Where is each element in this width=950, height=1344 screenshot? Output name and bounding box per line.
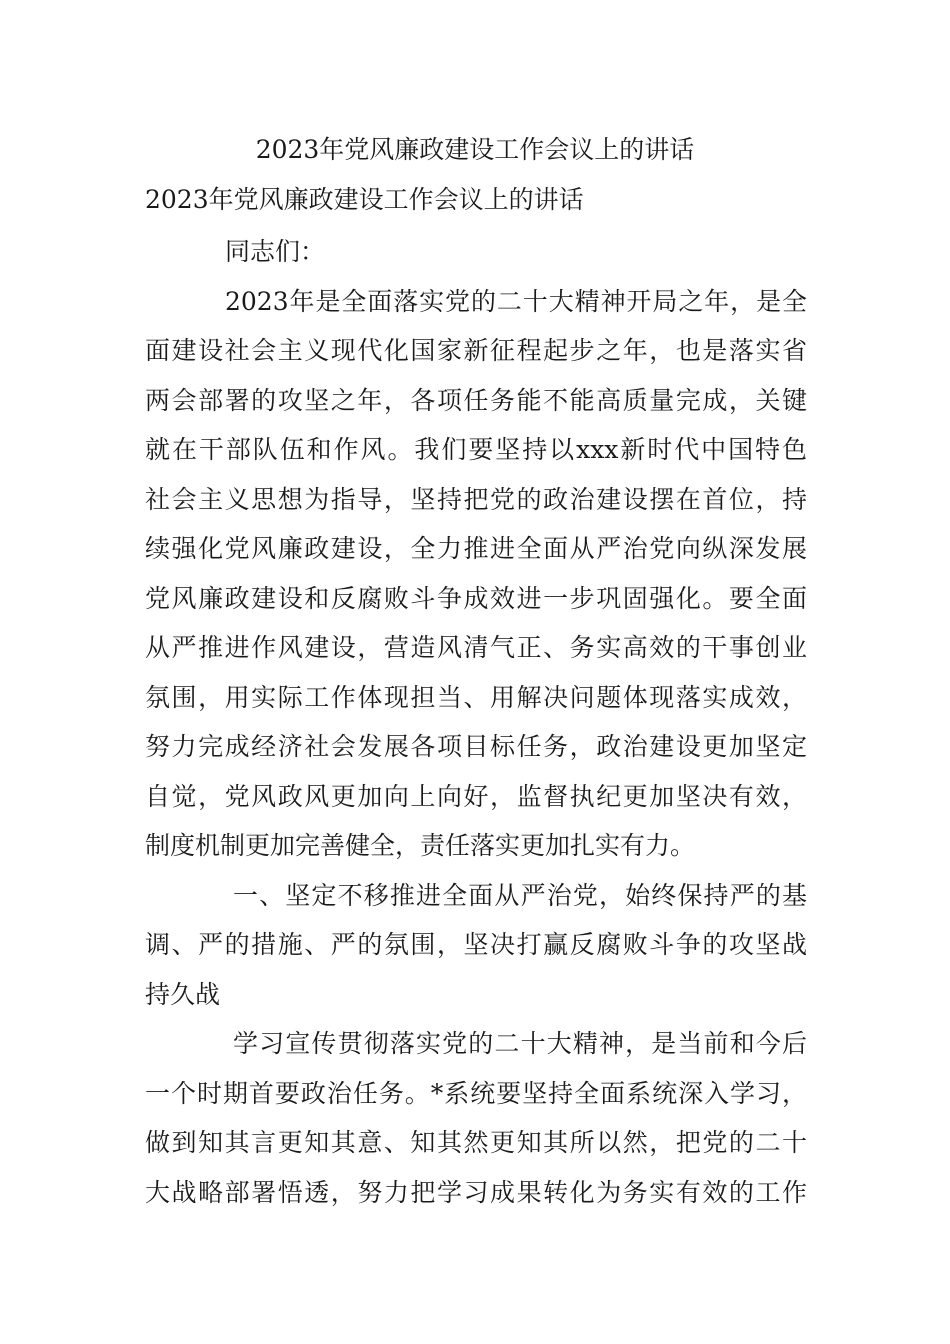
paragraph-line: 续强化党风廉政建设，全力推进全面从严治党向纵深发展 (145, 534, 807, 563)
paragraph-line: 自觉，党风政风更加向上向好，监督执纪更加坚决有效， (145, 781, 807, 811)
paragraph-line: 学习宣传贯彻落实党的二十大精神，是当前和今后 (233, 1029, 807, 1058)
paragraph-line: 面建设社会主义现代化国家新征程起步之年，也是落实省 (145, 336, 807, 365)
salutation: 同志们： (225, 237, 326, 266)
paragraph-1 (145, 277, 807, 871)
paragraph-line: 氛围，用实际工作体现担当、用解决问题体现落实成效， (145, 682, 807, 712)
section-heading-1 (145, 871, 807, 1020)
paragraph-line: 努力完成经济社会发展各项目标任务，政治建设更加坚定 (145, 732, 807, 761)
paragraph-line: 从严推进作风建设，营造风清气正、务实高效的干事创业 (145, 633, 807, 662)
paragraph-line: 一个时期首要政治任务。*系统要坚持全面系统深入学习， (145, 1078, 807, 1108)
paragraph-line: 2023年是全面落实党的二十大精神开局之年，是全 (225, 286, 807, 316)
document-title: 2023年党风廉政建设工作会议上的讲话 (255, 135, 695, 164)
paragraph-2 (145, 1019, 807, 1217)
heading-line: 持久战 (145, 979, 221, 1009)
paragraph-line: 党风廉政建设和反腐败斗争成效进一步巩固强化。要全面 (145, 583, 807, 613)
document-body (145, 227, 807, 1217)
paragraph-line: 大战略部署悟透，努力把学习成果转化为务实有效的工作 (145, 1177, 807, 1207)
paragraph-line: 社会主义思想为指导，坚持把党的政治建设摆在首位，持 (145, 484, 807, 514)
paragraph-line: 两会部署的攻坚之年，各项任务能不能高质量完成，关键 (145, 385, 807, 415)
paragraph-line: 就在干部队伍和作风。我们要坚持以xxx新时代中国特色 (145, 435, 807, 464)
heading-line: 一、坚定不移推进全面从严治党，始终保持严的基 (233, 880, 807, 910)
document-subtitle: 2023年党风廉政建设工作会议上的讲话 (145, 185, 584, 214)
heading-line: 调、严的措施、严的氛围，坚决打赢反腐败斗争的攻坚战 (145, 930, 807, 959)
paragraph-line: 制度机制更加完善健全，责任落实更加扎实有力。 (145, 831, 696, 860)
paragraph-line: 做到知其言更知其意、知其然更知其所以然，把党的二十 (145, 1128, 807, 1157)
